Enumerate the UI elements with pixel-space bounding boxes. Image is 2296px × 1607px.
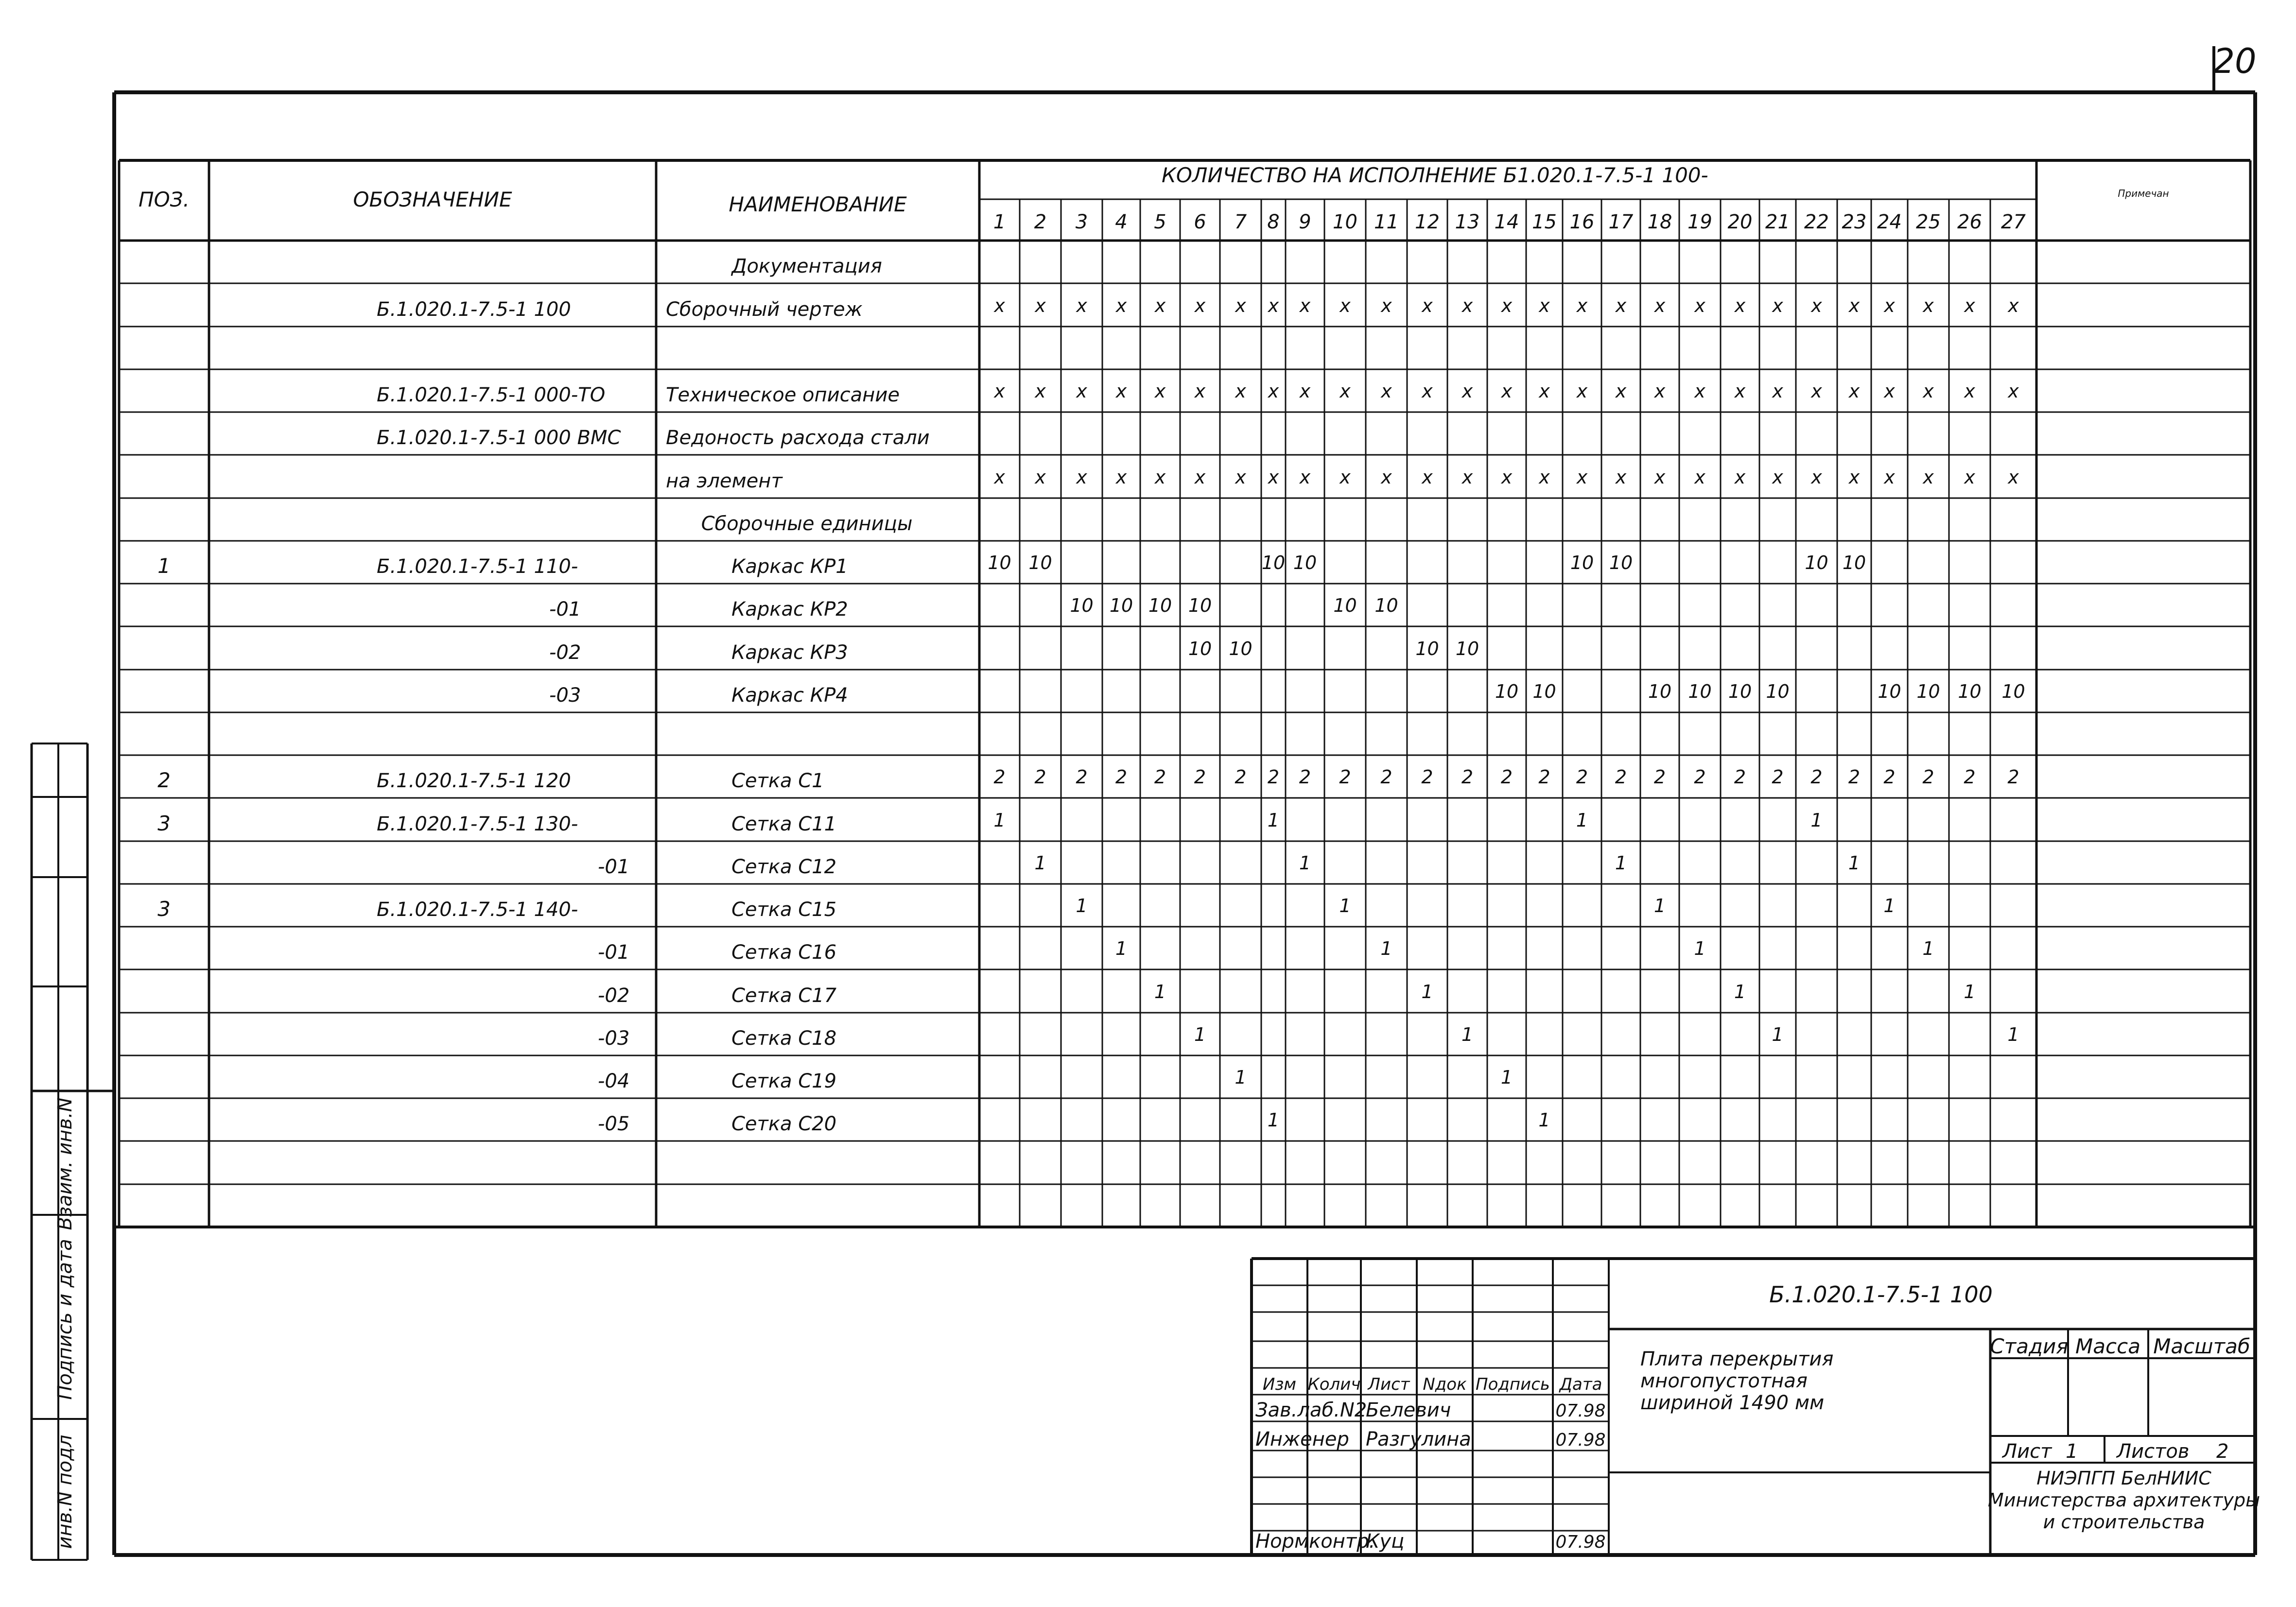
quantity-cell: x [1923,380,1934,402]
quantity-cell: x [1076,295,1087,316]
mass-label: Масса [2075,1334,2140,1358]
quantity-cell: x [1923,467,1934,488]
quantity-cell: x [1576,295,1588,316]
quantity-cell: x [1235,467,1246,488]
quantity-cell: 1 [1653,895,1666,916]
organization-line: Министерства архитектуры [1987,1489,2261,1511]
quantity-cell: x [994,380,1005,402]
quantity-cell: 1 [1154,981,1166,1002]
quantity-cell: 10 [1415,638,1439,659]
quantity-cell: 2 [1653,766,1666,788]
quantity-cell: 2 [1538,766,1550,788]
quantity-cell: 1 [2007,1024,2019,1045]
quantity-cell: 10 [1728,681,1752,702]
quantity-cell: x [1654,467,1666,488]
quantity-cell: 10 [1958,681,1982,702]
row-designation: -03 [598,1027,630,1050]
quantity-cell: 1 [1421,981,1433,1002]
quantity-cell: x [1501,295,1513,316]
header-pos: ПОЗ. [139,188,190,211]
row-designation: -04 [598,1070,630,1092]
quantity-cell: x [1772,380,1783,402]
row-designation: -03 [549,684,581,707]
quantity-cell: 1 [1694,938,1706,959]
header-quantity-title: КОЛИЧЕСТВО НА ИСПОЛНЕНИЕ Б1.020.1-7.5-1 100- [1162,163,1708,187]
quantity-cell: 2 [1194,766,1206,788]
stamp-inv-podl: инв.N подл [54,1434,76,1549]
quantity-cell: 2 [1734,766,1746,788]
quantity-cell: x [1115,467,1127,488]
quantity-cell: x [1848,380,1860,402]
quantity-cell: 2 [1615,766,1627,788]
row-designation: Б.1.020.1-7.5-1 140- [377,899,578,921]
quantity-cell: 10 [1878,681,1901,702]
row-pos: 2 [157,768,171,792]
quantity-cell: 1 [1576,810,1588,831]
quantity-cell: 2 [1964,766,1976,788]
row-designation: -02 [598,985,630,1007]
quantity-cell: x [1339,380,1351,402]
quantity-cell: 1 [993,810,1006,831]
quantity-cell: 10 [1261,552,1286,573]
row-name: Сборочный чертеж [666,298,863,321]
quantity-cell: x [1339,295,1351,316]
row-designation: -01 [549,598,581,621]
quantity-cell: x [1884,295,1895,316]
column-header-21: 21 [1765,211,1790,233]
column-header-19: 19 [1687,211,1712,233]
column-header-23: 23 [1842,211,1867,233]
quantity-cell: 10 [1148,595,1172,616]
quantity-cell: x [1964,295,1975,316]
person-date: 07.98 [1555,1430,1606,1450]
quantity-cell: x [1884,380,1895,402]
row-name: Сетка С11 [731,813,837,835]
quantity-cell: x [1268,380,1279,402]
quantity-cell: x [1615,467,1627,488]
quantity-cell: 2 [1461,766,1474,788]
quantity-cell: x [1115,295,1127,316]
person-role: Нормконтр. [1255,1530,1375,1553]
sheet-value: 1 [2066,1440,2078,1463]
stamp-podpis-data: Подпись и дата [54,1239,76,1400]
quantity-cell: 10 [1570,552,1594,573]
quantity-cell: x [994,467,1005,488]
person-date: 07.98 [1555,1532,1606,1552]
quantity-cell: x [1811,295,1822,316]
sheet-label: Лист [2002,1440,2052,1463]
row-name: Сетка С18 [731,1027,837,1050]
quantity-cell: 10 [1532,681,1556,702]
row-designation: Б.1.020.1-7.5-1 130- [377,813,578,835]
quantity-cell: x [1615,380,1627,402]
quantity-cell: 1 [1299,852,1311,874]
quantity-cell: x [1694,380,1705,402]
quantity-cell: x [1848,467,1860,488]
row-name: Каркас КР2 [731,598,848,621]
quantity-cell: 10 [1688,681,1712,702]
row-name: Сетка С15 [731,899,837,921]
column-header-5: 5 [1154,211,1166,233]
title-line: шириной 1490 мм [1640,1392,1825,1414]
quantity-cell: x [1194,467,1206,488]
quantity-cell: 2 [1500,766,1513,788]
quantity-cell: x [1339,467,1351,488]
column-header-3: 3 [1075,211,1088,233]
header-note: Примечан [2118,188,2169,199]
quantity-cell: 1 [1034,852,1046,874]
row-name: Сетка С19 [731,1070,837,1092]
quantity-cell: x [1461,467,1473,488]
column-header-22: 22 [1804,211,1829,233]
sheets-label: Листов [2117,1440,2190,1463]
quantity-cell: x [2008,295,2019,316]
quantity-cell: 1 [1115,938,1128,959]
quantity-cell: x [1422,380,1433,402]
quantity-cell: x [1299,295,1311,316]
row-name: Сетка С17 [731,985,837,1007]
row-name: Сетка С1 [731,770,824,792]
quantity-cell: 2 [1034,766,1046,788]
column-header-9: 9 [1299,211,1311,233]
quantity-cell: 2 [1076,766,1088,788]
organization-line: НИЭПГП БелНИИС [2036,1468,2211,1489]
quantity-cell: 2 [1299,766,1311,788]
signature-header: Nдок [1423,1375,1467,1394]
quantity-cell: x [1461,295,1473,316]
quantity-cell: 10 [1229,638,1252,659]
column-header-26: 26 [1957,211,1982,233]
signature-header: Колич [1307,1375,1361,1394]
quantity-cell: x [1501,380,1513,402]
quantity-cell: 1 [1964,981,1976,1002]
quantity-cell: 10 [1333,595,1357,616]
column-header-15: 15 [1532,211,1557,233]
row-name: Каркас КР1 [731,555,848,578]
quantity-cell: 2 [1810,766,1823,788]
quantity-cell: 1 [1500,1067,1513,1088]
quantity-cell: x [1299,467,1311,488]
quantity-cell: x [994,295,1005,316]
quantity-cell: 10 [1609,552,1633,573]
quantity-cell: x [1964,467,1975,488]
column-header-27: 27 [2001,211,2026,233]
quantity-cell: x [1923,295,1934,316]
column-header-17: 17 [1608,211,1634,233]
document-code: Б.1.020.1-7.5-1 100 [1769,1281,1993,1308]
quantity-cell: 1 [1339,895,1351,916]
quantity-cell: 2 [1154,766,1166,788]
quantity-cell: 2 [1576,766,1588,788]
row-name: Ведоность расхода стали [666,427,930,449]
person-name: Белевич [1366,1399,1451,1421]
signature-header: Изм [1262,1375,1297,1394]
row-pos: 3 [157,897,171,921]
row-designation: -05 [598,1113,630,1135]
header-name: НАИМЕНОВАНИЕ [729,192,907,216]
sheet-number: 20 [2213,41,2257,81]
quantity-cell: x [1194,295,1206,316]
quantity-cell: 10 [1070,595,1094,616]
row-designation: Б.1.020.1-7.5-1 000-ТО [377,384,606,406]
quantity-cell: 1 [1235,1067,1247,1088]
quantity-cell: 2 [2007,766,2019,788]
column-header-11: 11 [1374,211,1399,233]
quantity-cell: 1 [1194,1024,1206,1045]
quantity-cell: x [1461,380,1473,402]
quantity-cell: x [1381,467,1392,488]
quantity-cell: 10 [988,552,1011,573]
quantity-cell: x [1235,295,1246,316]
row-pos: 1 [157,554,171,578]
quantity-cell: 1 [1267,1109,1280,1131]
quantity-cell: x [2008,467,2019,488]
title-line: Плита перекрытия [1640,1348,1834,1370]
quantity-cell: x [1422,295,1433,316]
signature-header: Подпись [1476,1375,1550,1394]
quantity-cell: 10 [1028,552,1052,573]
row-name: Каркас КР3 [731,641,848,664]
quantity-cell: 2 [1421,766,1433,788]
quantity-cell: 2 [1694,766,1706,788]
quantity-cell: 1 [1461,1024,1474,1045]
stage-label: Стадия [1990,1334,2069,1358]
quantity-cell: 10 [1648,681,1672,702]
quantity-cell: x [1539,380,1550,402]
row-designation: -01 [598,856,630,878]
quantity-cell: x [1501,467,1513,488]
quantity-cell: x [1268,467,1279,488]
quantity-cell: 2 [1922,766,1934,788]
quantity-cell: 1 [1615,852,1627,874]
column-header-8: 8 [1267,211,1280,233]
quantity-cell: 10 [1109,595,1133,616]
quantity-cell: 2 [1883,766,1896,788]
quantity-cell: x [1964,380,1975,402]
quantity-cell: 10 [1805,552,1828,573]
column-header-25: 25 [1916,211,1941,233]
quantity-cell: 1 [1076,895,1088,916]
quantity-cell: 10 [1188,595,1212,616]
quantity-cell: x [1194,380,1206,402]
quantity-cell: x [1422,467,1433,488]
quantity-cell: 2 [1339,766,1351,788]
row-name: Документация [731,255,882,277]
quantity-cell: x [1772,467,1783,488]
quantity-cell: 1 [1772,1024,1784,1045]
quantity-cell: 10 [1188,638,1212,659]
sheets-value: 2 [2216,1440,2229,1463]
row-designation: -02 [549,641,581,664]
row-name: Каркас КР4 [731,684,848,707]
person-name: Куц [1366,1530,1405,1553]
quantity-cell: x [1268,295,1279,316]
signature-header: Лист [1368,1375,1410,1394]
quantity-cell: x [1848,295,1860,316]
quantity-cell: x [1235,380,1246,402]
scale-label: Масштаб [2153,1334,2250,1358]
quantity-cell: 10 [1916,681,1940,702]
signature-header: Дата [1559,1375,1602,1394]
quantity-cell: x [1884,467,1895,488]
quantity-cell: 2 [1115,766,1128,788]
quantity-cell: 2 [1772,766,1784,788]
row-designation: Б.1.020.1-7.5-1 000 ВМС [377,427,621,449]
quantity-cell: x [1299,380,1311,402]
column-header-18: 18 [1647,211,1672,233]
quantity-cell: x [1115,380,1127,402]
quantity-cell: x [1694,467,1705,488]
row-designation: Б.1.020.1-7.5-1 110- [377,555,578,578]
quantity-cell: 2 [1267,766,1280,788]
quantity-cell: 10 [1293,552,1317,573]
quantity-cell: 2 [993,766,1006,788]
quantity-cell: 2 [1380,766,1392,788]
quantity-cell: x [1576,467,1588,488]
quantity-cell: 10 [1374,595,1398,616]
column-header-16: 16 [1569,211,1595,233]
quantity-cell: x [1035,467,1046,488]
row-name: Сетка С12 [731,856,837,878]
row-name: Сетка С16 [731,941,837,964]
quantity-cell: 1 [1734,981,1746,1002]
quantity-cell: x [1381,380,1392,402]
person-role: Инженер [1255,1428,1349,1451]
quantity-cell: x [1381,295,1392,316]
quantity-cell: x [1734,467,1746,488]
column-header-10: 10 [1333,211,1357,233]
column-header-6: 6 [1194,211,1206,233]
quantity-cell: 10 [2001,681,2025,702]
quantity-cell: x [1154,380,1166,402]
quantity-cell: 10 [1766,681,1790,702]
quantity-cell: x [1811,380,1822,402]
quantity-cell: 2 [1235,766,1247,788]
quantity-cell: x [1035,295,1046,316]
quantity-cell: x [1154,295,1166,316]
column-header-20: 20 [1727,211,1753,233]
row-designation: -01 [598,941,630,964]
title-line: многопустотная [1640,1370,1808,1392]
person-date: 07.98 [1555,1401,1606,1421]
column-header-24: 24 [1877,211,1902,233]
stamp-vzaim-inv: Взаим. инв.N [54,1097,76,1230]
quantity-cell: x [1654,380,1666,402]
quantity-cell: 1 [1922,938,1934,959]
quantity-cell: 1 [1848,852,1861,874]
quantity-cell: 1 [1883,895,1896,916]
column-header-13: 13 [1455,211,1480,233]
quantity-cell: x [1654,295,1666,316]
quantity-cell: 1 [1267,810,1280,831]
row-name: Сетка С20 [731,1113,837,1135]
column-header-12: 12 [1415,211,1440,233]
quantity-cell: 1 [1380,938,1392,959]
quantity-cell: 10 [1842,552,1866,573]
quantity-cell: x [1539,295,1550,316]
row-pos: 3 [157,812,171,835]
column-header-4: 4 [1115,211,1128,233]
quantity-cell: x [1615,295,1627,316]
column-header-7: 7 [1234,211,1247,233]
quantity-cell: x [1539,467,1550,488]
row-name: Техническое описание [666,384,900,406]
column-header-2: 2 [1034,211,1047,233]
quantity-cell: 1 [1810,810,1823,831]
quantity-cell: 2 [1848,766,1861,788]
row-name: на элемент [666,470,783,492]
column-header-1: 1 [993,211,1006,233]
quantity-cell: x [1772,295,1783,316]
row-name: Сборочные единицы [701,513,913,535]
row-designation: Б.1.020.1-7.5-1 120 [377,770,571,792]
row-designation: Б.1.020.1-7.5-1 100 [377,298,571,321]
quantity-cell: x [1035,380,1046,402]
quantity-cell: x [2008,380,2019,402]
quantity-cell: x [1734,380,1746,402]
column-header-14: 14 [1494,211,1519,233]
quantity-cell: 10 [1455,638,1479,659]
person-role: Зав.лаб.N2 [1255,1399,1367,1421]
quantity-cell: x [1076,380,1087,402]
quantity-cell: x [1076,467,1087,488]
quantity-cell: 1 [1538,1109,1550,1131]
quantity-cell: 10 [1495,681,1519,702]
quantity-cell: x [1154,467,1166,488]
header-designation: ОБОЗНАЧЕНИЕ [353,188,512,211]
quantity-cell: x [1811,467,1822,488]
quantity-cell: x [1734,295,1746,316]
organization-line: и строительства [2043,1511,2205,1533]
quantity-cell: x [1576,380,1588,402]
quantity-cell: x [1694,295,1705,316]
person-name: Разгулина [1366,1428,1471,1451]
